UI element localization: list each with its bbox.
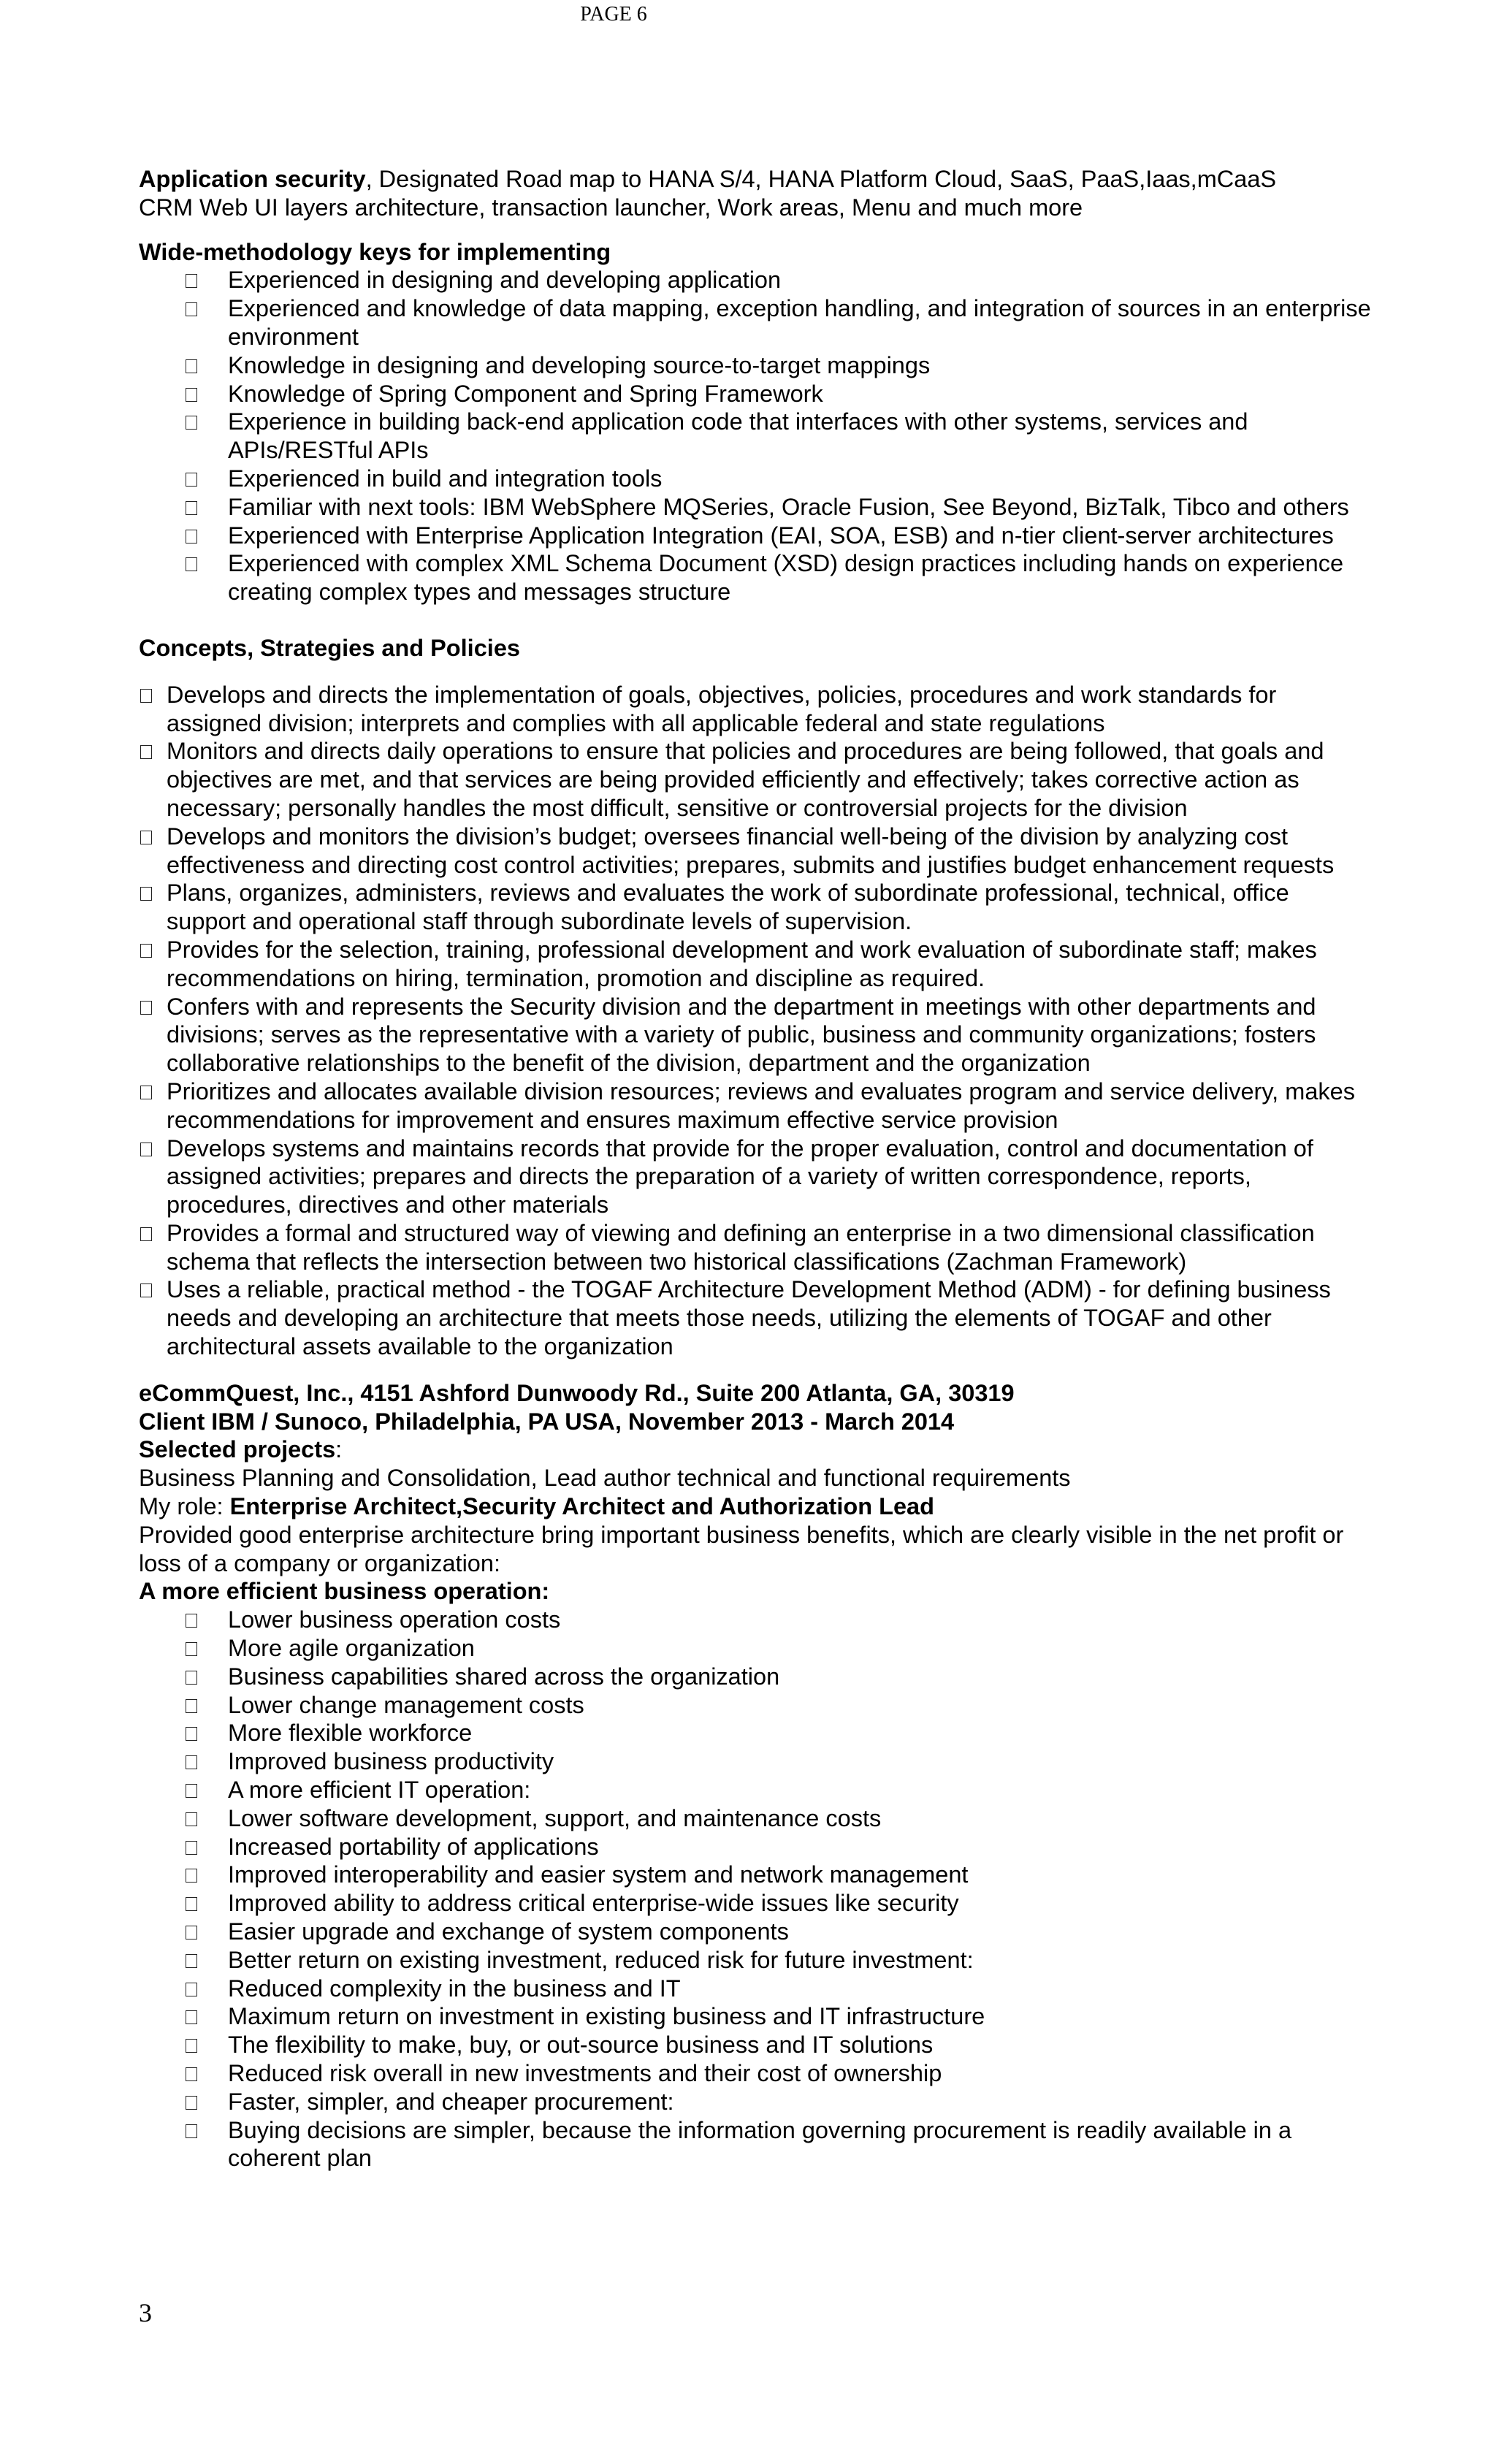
list-item <box>139 549 1373 606</box>
list-item <box>139 465 1373 493</box>
role-line <box>139 1492 1373 1521</box>
list-item-text: Provides a formal and structured way of viewing and defining an enterprise in a two dimensional classification schema that reflects the intersection between two historical classifications (Zachman Framework) <box>167 1219 1315 1275</box>
list-item-text: Better return on existing investment, reduced risk for future investment: <box>228 1946 974 1973</box>
list-item <box>139 351 1373 380</box>
list-item <box>139 1663 1373 1691</box>
project-line: Business Planning and Consolidation, Lead author technical and functional requirements <box>139 1465 1071 1492</box>
list-item <box>139 408 1373 465</box>
benefits-list <box>139 1606 1373 2173</box>
bullet-box-icon <box>186 302 197 316</box>
intro-line-1-rest: , Designated Road map to HANA S/4, HANA Platform Cloud, SaaS, PaaS,Iaas,mCaaS <box>365 166 1277 192</box>
bullet-box-icon <box>186 2124 197 2138</box>
list-item-text: Lower change management costs <box>228 1691 584 1718</box>
bullet-box-icon <box>140 1284 152 1297</box>
role-description: Provided good enterprise architecture bring important business benefits, which are clearly visible in the net profit or loss of a company or organization: <box>139 1521 1344 1576</box>
list-item <box>139 737 1373 822</box>
list-item-text: Experienced in build and integration tools <box>228 465 663 492</box>
list-item <box>139 522 1373 550</box>
bullet-box-icon <box>140 689 152 703</box>
bullet-box-icon <box>186 274 197 288</box>
list-item-text: Familiar with next tools: IBM WebSphere MQSeries, Oracle Fusion, See Beyond, BizTalk, Tibco and others <box>228 493 1349 520</box>
list-item-text: A more efficient IT operation: <box>228 1777 531 1804</box>
list-item <box>139 1747 1373 1776</box>
list-item-text: Improved interoperability and easier system and network management <box>228 1861 969 1888</box>
bullet-box-icon <box>186 1642 197 1656</box>
bullet-box-icon <box>186 1869 197 1883</box>
list-item <box>139 2088 1373 2116</box>
bullet-box-icon <box>186 1784 197 1798</box>
bullet-box-icon <box>186 2067 197 2081</box>
bullet-box-icon <box>140 831 152 844</box>
selected-projects-colon: : <box>335 1436 343 1463</box>
bullet-box-icon <box>186 473 197 487</box>
list-item-text: Knowledge of Spring Component and Spring Framework <box>228 380 823 407</box>
list-item-text: Maximum return on investment in existing business and IT infrastructure <box>228 2003 985 2030</box>
client-line: Client IBM / Sunoco, Philadelphia, PA USA, November 2013 - March 2014 <box>139 1408 955 1435</box>
bullet-box-icon <box>140 1227 152 1241</box>
bullet-box-icon <box>186 1983 197 1996</box>
resume-content <box>139 165 1373 2173</box>
list-item <box>139 493 1373 522</box>
list-item <box>139 1077 1373 1134</box>
list-item-text: Develops and monitors the division’s budget; oversees financial well-being of the division by analyzing cost effectiveness and directing cost control activities; prepares, submits and justifies budget enhancement requests <box>167 823 1335 878</box>
list-item <box>139 1946 1373 1975</box>
list-item-text: More agile organization <box>228 1635 475 1662</box>
intro-bold-lead: Application security <box>139 166 366 192</box>
list-item-text: Business capabilities shared across the organization <box>228 1663 780 1690</box>
list-item-text: Monitors and directs daily operations to ensure that policies and procedures are being followed, that goals and objectives are met, and that services are being provided efficiently and effectively; takes corrective action as necessary; personally handles the most difficult, sensitive or controversial projects for the division <box>167 738 1324 821</box>
list-item-text: Experienced with Enterprise Application Integration (EAI, SOA, ESB) and n-tier client-server architectures <box>228 522 1334 549</box>
methodology-heading: Wide-methodology keys for implementing <box>139 238 611 265</box>
list-item <box>139 1918 1373 1946</box>
page-number: 3 <box>139 2298 152 2327</box>
list-item <box>139 2059 1373 2088</box>
list-item-text: Increased portability of applications <box>228 1833 599 1860</box>
methodology-list <box>139 266 1373 606</box>
list-item <box>139 1975 1373 2003</box>
list-item-text: Reduced complexity in the business and IT <box>228 1975 681 2002</box>
list-item-text: Improved ability to address critical enterprise-wide issues like security <box>228 1890 959 1917</box>
list-item-text: Experienced and knowledge of data mapping, exception handling, and integration of sources in an enterprise environment <box>228 295 1371 350</box>
bullet-box-icon <box>186 388 197 402</box>
bullet-box-icon <box>186 359 197 373</box>
bullet-box-icon <box>140 1001 152 1015</box>
list-item-text: Develops systems and maintains records that provide for the proper evaluation, control and documentation of assigned activities; prepares and directs the preparation of a variety of written correspondence, reports, procedures, directives and other materials <box>167 1134 1313 1218</box>
bullet-box-icon <box>186 1755 197 1769</box>
list-item <box>139 823 1373 880</box>
intro-line-1 <box>139 165 1373 194</box>
list-item <box>139 879 1373 936</box>
list-item-text: Experienced in designing and developing application <box>228 267 782 294</box>
list-item <box>139 1776 1373 1804</box>
bullet-box-icon <box>186 2010 197 2024</box>
list-item <box>139 2116 1373 2173</box>
bullet-box-icon <box>186 1897 197 1911</box>
bullet-box-icon <box>140 1143 152 1156</box>
list-item <box>139 1889 1373 1918</box>
list-item <box>139 1861 1373 1889</box>
list-item-text: Plans, organizes, administers, reviews and evaluates the work of subordinate professional, technical, office support and operational staff through subordinate levels of supervision. <box>167 880 1289 935</box>
bullet-box-icon <box>186 1699 197 1713</box>
list-item <box>139 1833 1373 1861</box>
list-item-text: Reduced risk overall in new investments and their cost of ownership <box>228 2060 942 2086</box>
list-item-text: Buying decisions are simpler, because the information governing procurement is readily available in a coherent plan <box>228 2116 1292 2172</box>
list-item <box>139 1134 1373 1219</box>
list-item-text: Confers with and represents the Security division and the department in meetings with other departments and divisions; serves as the representative with a variety of public, business and community organizations; fosters collaborative relationships to the benefit of the division, department and the organization <box>167 993 1316 1077</box>
list-item-text: Faster, simpler, and cheaper procurement: <box>228 2088 674 2115</box>
bullet-box-icon <box>140 745 152 759</box>
list-item <box>139 1719 1373 1747</box>
list-item-text: Uses a reliable, practical method - the TOGAF Architecture Development Method (ADM) - for defining business needs and developing an architecture that meets those needs, utilizing the elements of TOGAF and other architectural assets available to the organization <box>167 1276 1331 1360</box>
concepts-heading: Concepts, Strategies and Policies <box>139 634 520 661</box>
bullet-box-icon <box>140 887 152 901</box>
selected-projects-line <box>139 1435 1373 1464</box>
list-item <box>139 681 1373 738</box>
bullet-box-icon <box>140 1086 152 1099</box>
selected-projects-label: Selected projects <box>139 1436 336 1463</box>
list-item-text: The flexibility to make, buy, or out-source business and IT solutions <box>228 2032 934 2059</box>
bullet-box-icon <box>186 501 197 515</box>
list-item-text: More flexible workforce <box>228 1720 473 1747</box>
list-item-text: Experienced with complex XML Schema Document (XSD) design practices including hands on experience creating complex types and messages structure <box>228 550 1344 606</box>
bullet-box-icon <box>186 1727 197 1741</box>
list-item <box>139 380 1373 408</box>
bullet-box-icon <box>186 1671 197 1685</box>
list-item <box>139 936 1373 993</box>
role-value: Enterprise Architect,Security Architect and Authorization Lead <box>229 1493 934 1520</box>
bullet-box-icon <box>140 944 152 958</box>
list-item <box>139 1691 1373 1720</box>
list-item <box>139 1275 1373 1360</box>
list-item-text: Develops and directs the implementation of goals, objectives, policies, procedures and work standards for assigned division; interprets and complies with all applicable federal and state regulations <box>167 681 1277 736</box>
bullet-box-icon <box>186 1812 197 1826</box>
list-item-text: Experience in building back-end application code that interfaces with other systems, services and APIs/RESTful APIs <box>228 408 1248 464</box>
list-item <box>139 2002 1373 2031</box>
bullet-box-icon <box>186 2039 197 2053</box>
efficient-heading: A more efficient business operation: <box>139 1578 550 1605</box>
list-item <box>139 1606 1373 1634</box>
bullet-box-icon <box>186 530 197 543</box>
bullet-box-icon <box>186 1926 197 1939</box>
role-label: My role: <box>139 1493 230 1520</box>
list-item <box>139 2031 1373 2059</box>
bullet-box-icon <box>186 1841 197 1855</box>
list-item <box>139 266 1373 294</box>
list-item-text: Lower software development, support, and maintenance costs <box>228 1804 882 1831</box>
list-item <box>139 1219 1373 1276</box>
company-line: eCommQuest, Inc., 4151 Ashford Dunwoody Rd., Suite 200 Atlanta, GA, 30319 <box>139 1379 1015 1406</box>
bullet-box-icon <box>186 1614 197 1628</box>
bullet-box-icon <box>186 2096 197 2110</box>
list-item-text: Knowledge in designing and developing source-to-target mappings <box>228 351 931 378</box>
list-item-text: Improved business productivity <box>228 1748 554 1775</box>
concepts-list <box>139 681 1373 1361</box>
list-item-text: Provides for the selection, training, professional development and work evaluation of subordinate staff; makes recommendations on hiring, termination, promotion and discipline as required. <box>167 936 1317 991</box>
list-item <box>139 294 1373 351</box>
bullet-box-icon <box>186 416 197 430</box>
intro-line-2: CRM Web UI layers architecture, transaction launcher, Work areas, Menu and much more <box>139 194 1083 221</box>
list-item <box>139 1804 1373 1833</box>
page-header: PAGE 6 <box>580 3 647 26</box>
list-item <box>139 1634 1373 1663</box>
list-item <box>139 993 1373 1077</box>
list-item-text: Easier upgrade and exchange of system components <box>228 1918 789 1945</box>
bullet-box-icon <box>186 557 197 571</box>
list-item-text: Lower business operation costs <box>228 1606 561 1633</box>
bullet-box-icon <box>186 1954 197 1968</box>
list-item-text: Prioritizes and allocates available division resources; reviews and evaluates program and service delivery, makes recommendations for improvement and ensures maximum effective service provision <box>167 1077 1355 1133</box>
